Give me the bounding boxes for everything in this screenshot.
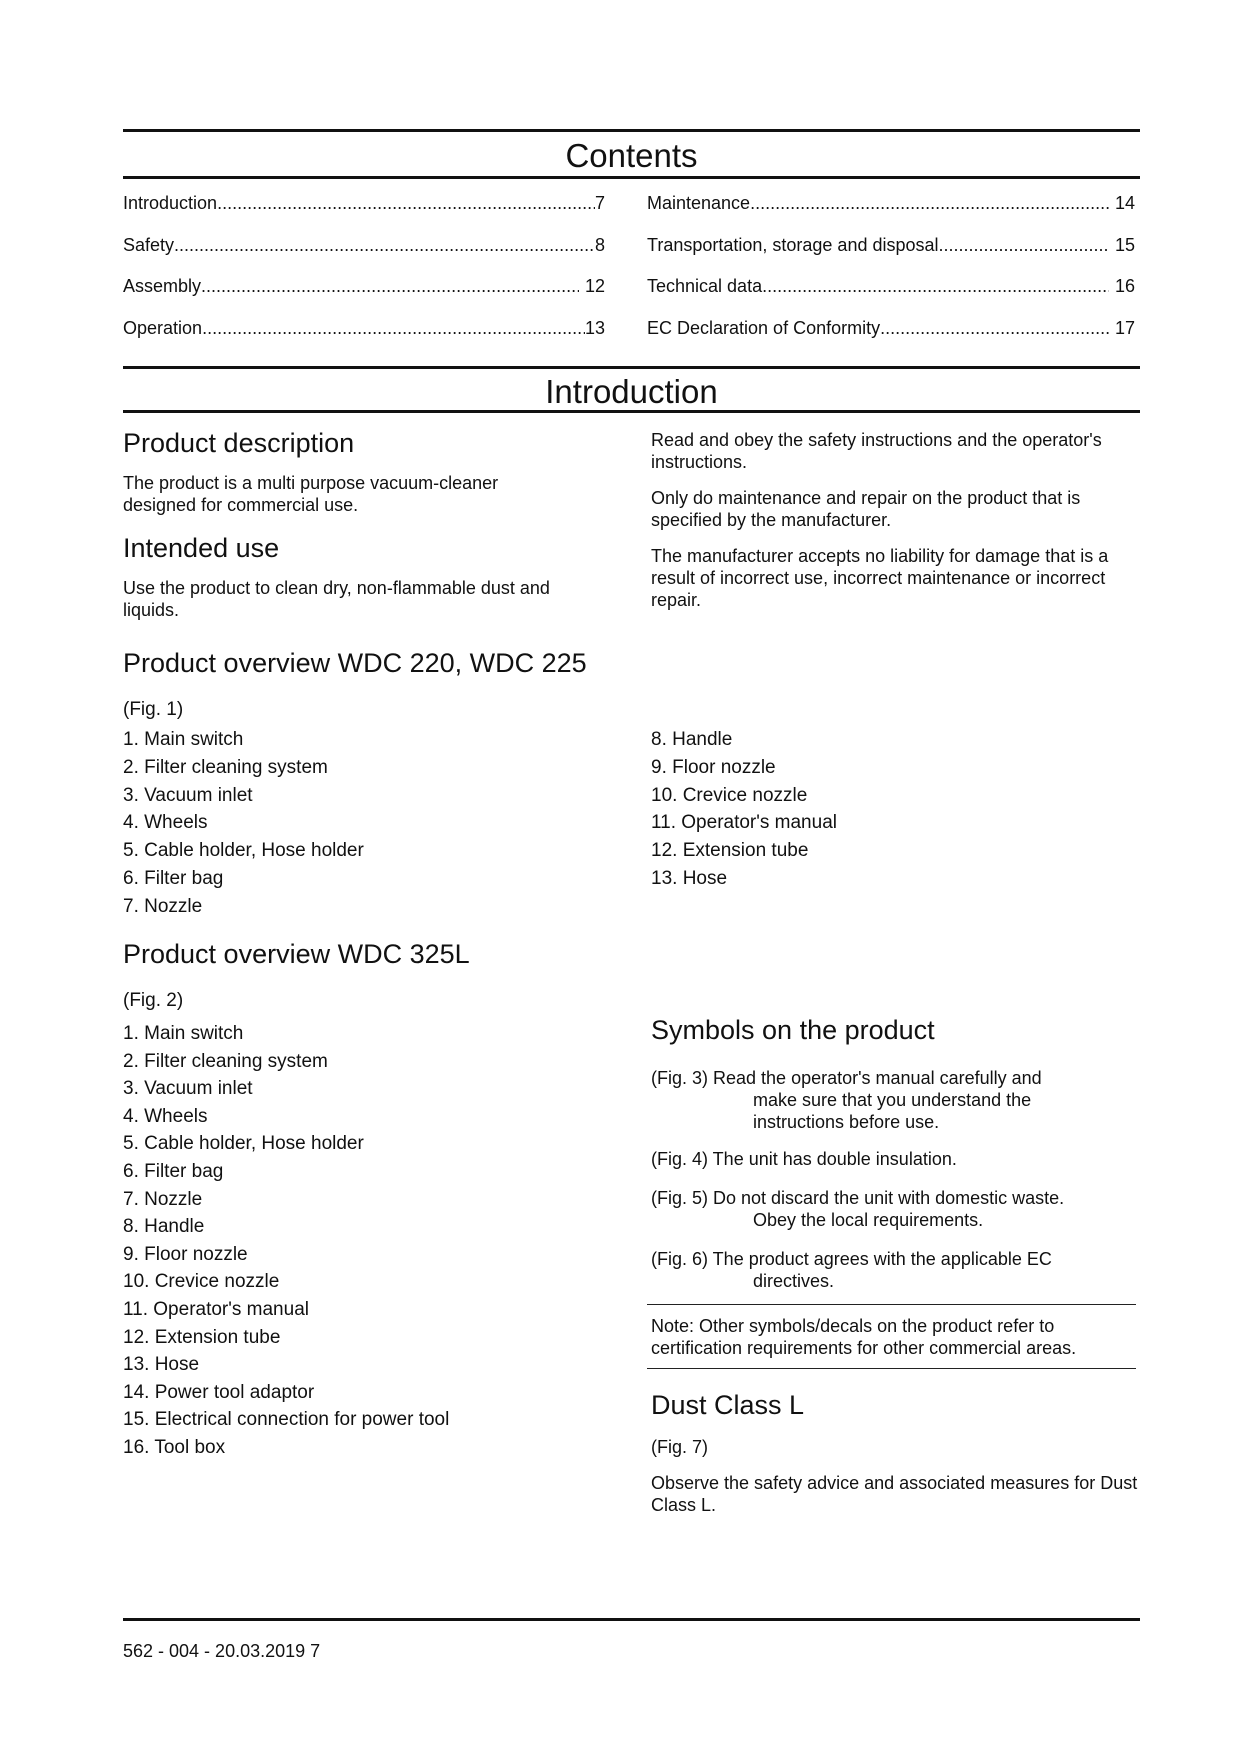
introduction-title: Introduction bbox=[545, 373, 718, 410]
toc-leader bbox=[202, 317, 585, 339]
overview-220-heading: Product overview WDC 220, WDC 225 bbox=[123, 648, 587, 678]
list-item: 1. Main switch bbox=[123, 1023, 244, 1044]
overview-325-heading: Product overview WDC 325L bbox=[123, 939, 470, 969]
list-item: 2. Filter cleaning system bbox=[123, 1050, 328, 1072]
toc-page: 17 bbox=[1114, 318, 1135, 338]
list-item: 13. Hose bbox=[123, 1354, 200, 1376]
toc-label: Assembly bbox=[123, 276, 202, 296]
symbol-text: (Fig. 5) Do not discard the unit with domestic waste. bbox=[651, 1188, 1065, 1208]
toc-leader bbox=[217, 192, 595, 214]
product-description-heading: Product description bbox=[123, 428, 355, 458]
symbol-item bbox=[651, 1067, 1131, 1133]
list-item: 8. Handle bbox=[651, 729, 733, 750]
toc-leader bbox=[201, 275, 579, 297]
list-item: 4. Wheels bbox=[123, 812, 208, 834]
list-item: 11. Operator's manual bbox=[651, 812, 837, 834]
overview-325-list bbox=[123, 1022, 449, 1464]
intended-use-heading: Intended use bbox=[123, 533, 280, 563]
toc-label: Safety bbox=[123, 235, 175, 255]
list-item: 6. Filter bag bbox=[123, 1160, 224, 1182]
symbol-text: (Fig. 4) The unit has double insulation. bbox=[651, 1149, 957, 1169]
toc-leader bbox=[750, 192, 1109, 214]
maintenance-paragraph: Only do maintenance and repair on the product that is specified by the manufacturer. bbox=[651, 488, 1081, 530]
list-item: 1. Main switch bbox=[123, 729, 244, 750]
page-footer: 562 - 004 - 20.03.2019 7 bbox=[123, 1641, 321, 1661]
symbol-text: (Fig. 6) The product agrees with the applicable EC bbox=[651, 1249, 1052, 1269]
list-item: 10. Crevice nozzle bbox=[123, 1271, 280, 1293]
toc-leader bbox=[762, 275, 1109, 297]
note-bottom-rule bbox=[647, 1368, 1136, 1369]
toc-entry[interactable] bbox=[123, 192, 605, 214]
introduction-top-rule bbox=[123, 366, 1140, 369]
list-item: 3. Vacuum inlet bbox=[123, 1078, 253, 1100]
list-item: 11. Operator's manual bbox=[123, 1298, 309, 1320]
footer-rule bbox=[123, 1618, 1140, 1621]
toc-entry[interactable] bbox=[123, 275, 605, 297]
toc-page: 14 bbox=[1114, 193, 1135, 213]
overview-220-right-list bbox=[651, 728, 837, 895]
list-item: 14. Power tool adaptor bbox=[123, 1381, 315, 1403]
list-item: 4. Wheels bbox=[123, 1105, 208, 1127]
toc-label: Maintenance bbox=[647, 193, 751, 213]
list-item: 8. Handle bbox=[123, 1216, 205, 1238]
intended-use-text: Use the product to clean dry, non-flammable dust and liquids. bbox=[123, 578, 550, 620]
toc-label: Technical data bbox=[647, 276, 763, 296]
list-item: 10. Crevice nozzle bbox=[651, 784, 808, 806]
toc-entry[interactable] bbox=[647, 192, 1135, 214]
toc-page: 12 bbox=[584, 276, 605, 296]
symbol-item bbox=[651, 1248, 1131, 1292]
toc-page: 15 bbox=[1114, 235, 1135, 255]
toc-label: EC Declaration of Conformity bbox=[647, 318, 881, 338]
overview-220-left-list bbox=[123, 728, 364, 923]
symbol-text-continued: make sure that you understand the bbox=[753, 1090, 1032, 1110]
toc-entry[interactable] bbox=[647, 234, 1135, 256]
list-item: 7. Nozzle bbox=[123, 1188, 203, 1210]
contents-rule bbox=[123, 176, 1140, 179]
figure-ref: (Fig. 1) bbox=[123, 699, 184, 720]
dust-class-heading: Dust Class L bbox=[651, 1390, 805, 1420]
safety-instruction-paragraph: Read and obey the safety instructions and the operator's instructions. bbox=[651, 430, 1102, 472]
toc-page: 16 bbox=[1114, 276, 1135, 296]
list-item: 5. Cable holder, Hose holder bbox=[123, 1133, 364, 1155]
figure-ref: (Fig. 2) bbox=[123, 990, 184, 1011]
toc-entry[interactable] bbox=[647, 317, 1135, 339]
list-item: 12. Extension tube bbox=[123, 1326, 281, 1348]
figure-ref: (Fig. 7) bbox=[651, 1437, 709, 1457]
list-item: 9. Floor nozzle bbox=[651, 756, 776, 778]
toc-entry[interactable] bbox=[123, 234, 605, 256]
top-rule bbox=[123, 129, 1140, 132]
toc-label: Operation bbox=[123, 318, 203, 338]
toc-leader bbox=[880, 317, 1109, 339]
toc-page: 8 bbox=[594, 235, 605, 255]
toc-page: 13 bbox=[584, 318, 605, 338]
product-description-text: The product is a multi purpose vacuum-cleaner designed for commercial use. bbox=[123, 473, 499, 515]
symbol-text-continued: Obey the local requirements. bbox=[753, 1210, 984, 1230]
toc-entry[interactable] bbox=[647, 275, 1135, 297]
list-item: 2. Filter cleaning system bbox=[123, 756, 328, 778]
symbol-text: (Fig. 3) Read the operator's manual carefully and bbox=[651, 1068, 1042, 1088]
note-top-rule bbox=[647, 1304, 1136, 1305]
list-item: 12. Extension tube bbox=[651, 840, 809, 862]
toc-leader bbox=[174, 234, 595, 256]
introduction-rule bbox=[123, 410, 1140, 413]
list-item: 7. Nozzle bbox=[123, 895, 203, 917]
toc-label: Transportation, storage and disposal bbox=[647, 235, 939, 255]
note-label: Note: bbox=[651, 1316, 695, 1336]
toc-leader bbox=[939, 234, 1109, 256]
list-item: 5. Cable holder, Hose holder bbox=[123, 840, 364, 862]
list-item: 9. Floor nozzle bbox=[123, 1243, 248, 1265]
contents-title: Contents bbox=[565, 137, 698, 174]
toc-entry[interactable] bbox=[123, 317, 605, 339]
toc-label: Introduction bbox=[123, 193, 218, 213]
liability-paragraph: The manufacturer accepts no liability for damage that is a result of incorrect use, incorrect maintenance or incorrect repair. bbox=[651, 546, 1109, 610]
symbol-item bbox=[651, 1148, 1131, 1170]
dust-class-text: Observe the safety advice and associated measures for Dust Class L. bbox=[651, 1473, 1138, 1515]
list-item: 6. Filter bag bbox=[123, 867, 224, 889]
list-item: 15. Electrical connection for power tool bbox=[123, 1409, 450, 1431]
symbol-text-continued: directives. bbox=[753, 1271, 835, 1291]
symbols-heading: Symbols on the product bbox=[651, 1015, 935, 1045]
toc-page: 7 bbox=[594, 193, 605, 213]
symbol-text-continued: instructions before use. bbox=[753, 1112, 940, 1132]
list-item: 3. Vacuum inlet bbox=[123, 784, 253, 806]
list-item: 13. Hose bbox=[651, 867, 728, 889]
symbol-item bbox=[651, 1187, 1131, 1231]
list-item: 16. Tool box bbox=[123, 1436, 226, 1458]
note-box bbox=[651, 1315, 1141, 1359]
note-text: Other symbols/decals on the product refer to certification requirements for other commercial areas. bbox=[651, 1316, 1077, 1358]
